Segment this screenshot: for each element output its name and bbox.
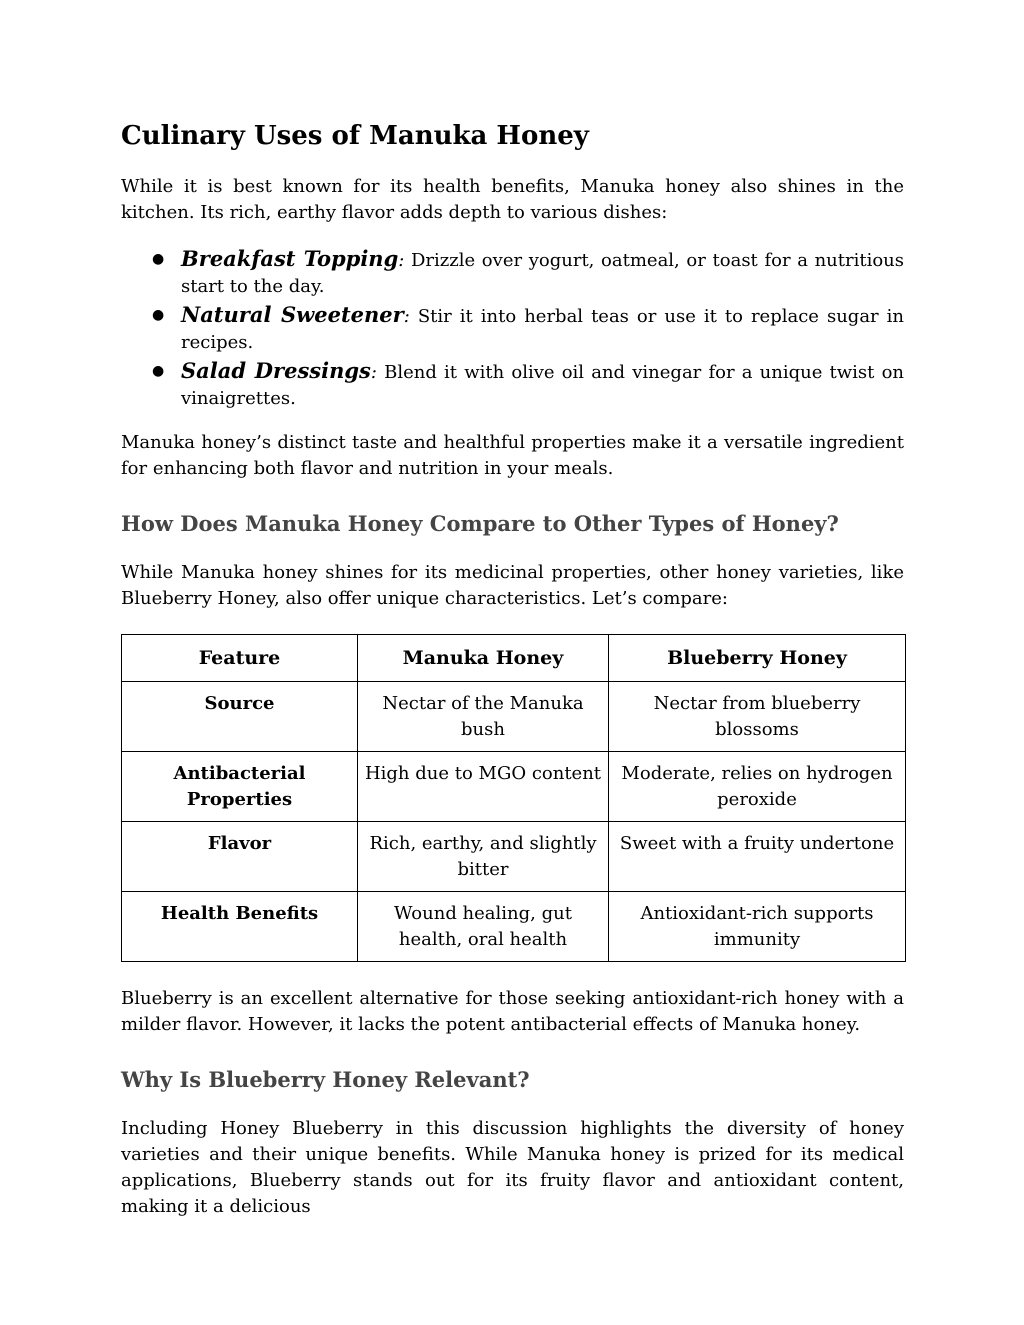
table-row bbox=[122, 892, 906, 962]
list-item bbox=[121, 302, 904, 356]
section-title-relevance: Why Is Blueberry Honey Relevant? bbox=[121, 1067, 530, 1092]
compare-intro-paragraph: While Manuka honey shines for its medicinal properties, other honey varieties, like Blueberry Honey, also offer unique characteristics. Let’s compare: bbox=[121, 562, 904, 609]
table-feature-cell: Antibacterial Properties bbox=[122, 752, 358, 822]
table-row bbox=[122, 682, 906, 752]
bullet-colon: : bbox=[403, 306, 410, 327]
bullet-icon: ● bbox=[152, 363, 165, 379]
culinary-intro-paragraph: While it is best known for its health benefits, Manuka honey also shines in the kitchen. Its rich, earthy flavor adds depth to various dishes: bbox=[121, 176, 904, 223]
list-item bbox=[121, 246, 904, 300]
relevance-heading-block bbox=[121, 1066, 904, 1094]
culinary-outro-block bbox=[121, 430, 904, 482]
bullet-term: Salad Dressings bbox=[181, 358, 371, 383]
bullet-term: Breakfast Topping bbox=[181, 246, 399, 271]
table-feature-cell: Health Benefits bbox=[122, 892, 358, 962]
bullet-text: Drizzle over yogurt, oatmeal, or toast for a nutritious start to the day. bbox=[181, 250, 905, 297]
table-header-row bbox=[122, 635, 906, 682]
relevance-body-paragraph: Including Honey Blueberry in this discussion highlights the diversity of honey varieties and their unique benefits. While Manuka honey is prized for its medical applications, Blueberry stands out for its fruity flavor and antioxidant content, making it a delicious bbox=[121, 1118, 904, 1217]
table-cell: Sweet with a fruity undertone bbox=[609, 822, 906, 892]
table-cell: Nectar of the Manuka bush bbox=[358, 682, 609, 752]
bullet-term: Natural Sweetener bbox=[181, 302, 404, 327]
bullet-text: Blend it with olive oil and vinegar for a unique twist on vinaigrettes. bbox=[181, 362, 904, 409]
table-row bbox=[122, 822, 906, 892]
list-item bbox=[121, 358, 904, 412]
table-row bbox=[122, 752, 906, 822]
table-cell: Nectar from blueberry blossoms bbox=[609, 682, 906, 752]
compare-outro-paragraph: Blueberry is an excellent alternative for those seeking antioxidant-rich honey with a milder flavor. However, it lacks the potent antibacterial effects of Manuka honey. bbox=[121, 988, 904, 1035]
comparison-table-block bbox=[121, 634, 904, 962]
table-header-cell: Manuka Honey bbox=[358, 635, 609, 682]
table-cell: Moderate, relies on hydrogen peroxide bbox=[609, 752, 906, 822]
culinary-bullet-list bbox=[121, 246, 904, 412]
culinary-outro-paragraph: Manuka honey’s distinct taste and healthful properties make it a versatile ingredient for enhancing both flavor and nutrition in your meals. bbox=[121, 432, 904, 479]
table-cell: High due to MGO content bbox=[358, 752, 609, 822]
bullet-icon: ● bbox=[152, 307, 165, 323]
table-feature-cell: Source bbox=[122, 682, 358, 752]
table-cell: Rich, earthy, and slightly bitter bbox=[358, 822, 609, 892]
bullet-text: Stir it into herbal teas or use it to replace sugar in recipes. bbox=[181, 306, 905, 353]
culinary-bullet-list-block bbox=[121, 246, 904, 414]
compare-intro-block bbox=[121, 560, 904, 612]
culinary-intro-block bbox=[121, 174, 904, 226]
compare-heading-block bbox=[121, 510, 904, 538]
section-title-culinary-uses: Culinary Uses of Manuka Honey bbox=[121, 121, 589, 151]
table-feature-cell: Flavor bbox=[122, 822, 358, 892]
compare-outro-block bbox=[121, 986, 904, 1038]
relevance-body-block bbox=[121, 1116, 904, 1220]
bullet-colon: : bbox=[398, 250, 405, 271]
bullet-colon: : bbox=[370, 362, 377, 383]
table-cell: Antioxidant-rich supports immunity bbox=[609, 892, 906, 962]
bullet-icon: ● bbox=[152, 251, 165, 267]
table-header-cell: Blueberry Honey bbox=[609, 635, 906, 682]
table-cell: Wound healing, gut health, oral health bbox=[358, 892, 609, 962]
section-title-compare: How Does Manuka Honey Compare to Other Types of Honey? bbox=[121, 511, 839, 536]
table-header-cell: Feature bbox=[122, 635, 358, 682]
comparison-table bbox=[121, 634, 906, 962]
